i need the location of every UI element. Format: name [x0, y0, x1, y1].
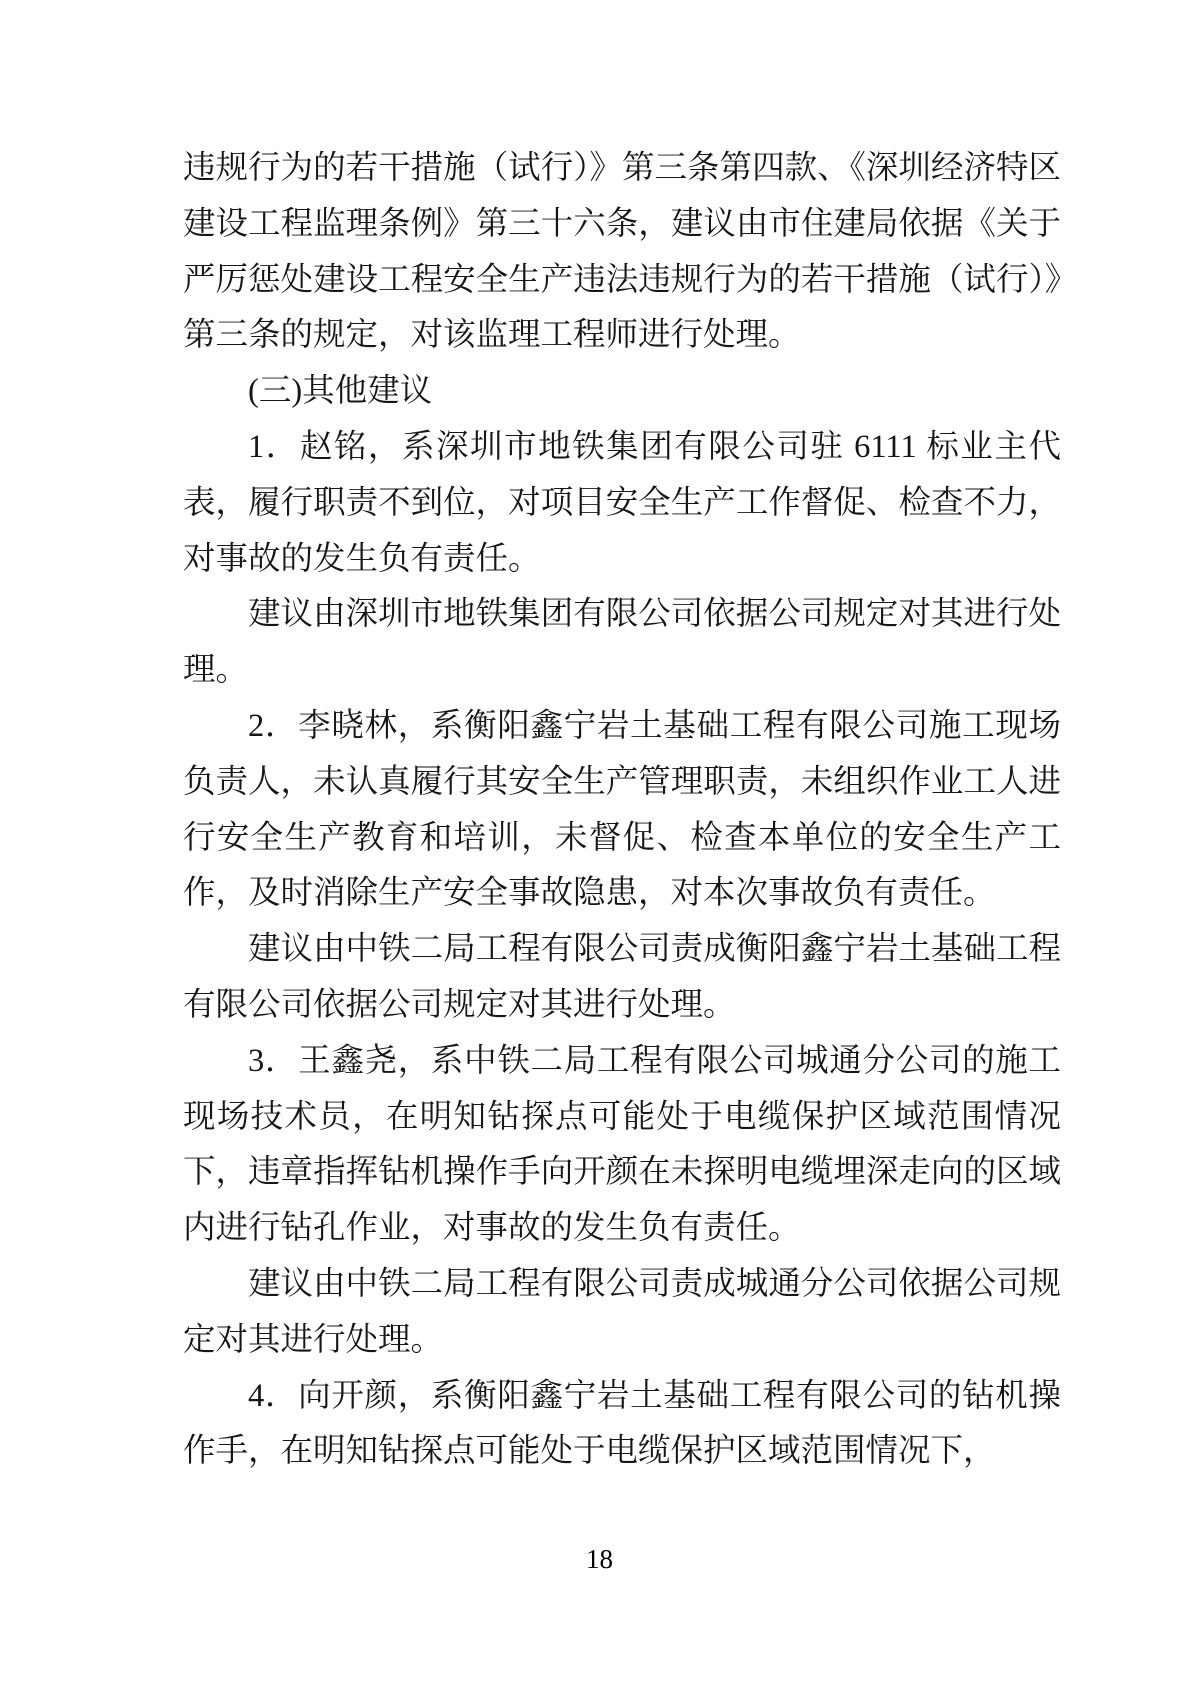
paragraph: (三)其他建议 — [248, 373, 433, 410]
paragraph: 4．向开颜，系衡阳鑫宁岩土基础工程有限公司的钻机操作手，在明知钻探点可能处于电缆保护区域范围情况下， — [183, 1377, 1061, 1470]
paragraph: 违规行为的若干措施（试行）》第三条第四款、《深圳经济特区建设工程监理条例》第三十六条，建议由市住建局依据《关于严厉惩处建设工程安全生产违法违规行为的若干措施（试行）》第三条的规定，对该监理工程师进行处理。 — [183, 150, 1061, 354]
paragraph: 2．李晓林，系衡阳鑫宁岩土基础工程有限公司施工现场负责人，未认真履行其安全生产管理职责，未组织作业工人进行安全生产教育和培训，未督促、检查本单位的安全生产工作，及时消除生产安全事故隐患，对本次事故负有责任。 — [183, 707, 1061, 912]
paragraph: 建议由中铁二局工程有限公司责成城通分公司依据公司规定对其进行处理。 — [183, 1265, 1061, 1358]
paragraph: 建议由深圳市地铁集团有限公司依据公司规定对其进行处理。 — [183, 596, 1061, 689]
page-footer — [0, 1544, 1199, 1575]
paragraph: 3．王鑫尧，系中铁二局工程有限公司城通分公司的施工现场技术员，在明知钻探点可能处于电缆保护区域范围情况下，违章指挥钻机操作手向开颜在未探明电缆埋深走向的区域内进行钻孔作业，对事故的发生负有责任。 — [183, 1042, 1061, 1247]
paragraph: 建议由中铁二局工程有限公司责成衡阳鑫宁岩土基础工程有限公司依据公司规定对其进行处理。 — [183, 931, 1061, 1023]
paragraph: 1．赵铭，系深圳市地铁集团有限公司驻 6111 标业主代表，履行职责不到位，对项目安全生产工作督促、检查不力，对事故的发生负有责任。 — [183, 428, 1061, 577]
page-number: 18 — [586, 1544, 613, 1574]
document-body — [183, 141, 1061, 1480]
